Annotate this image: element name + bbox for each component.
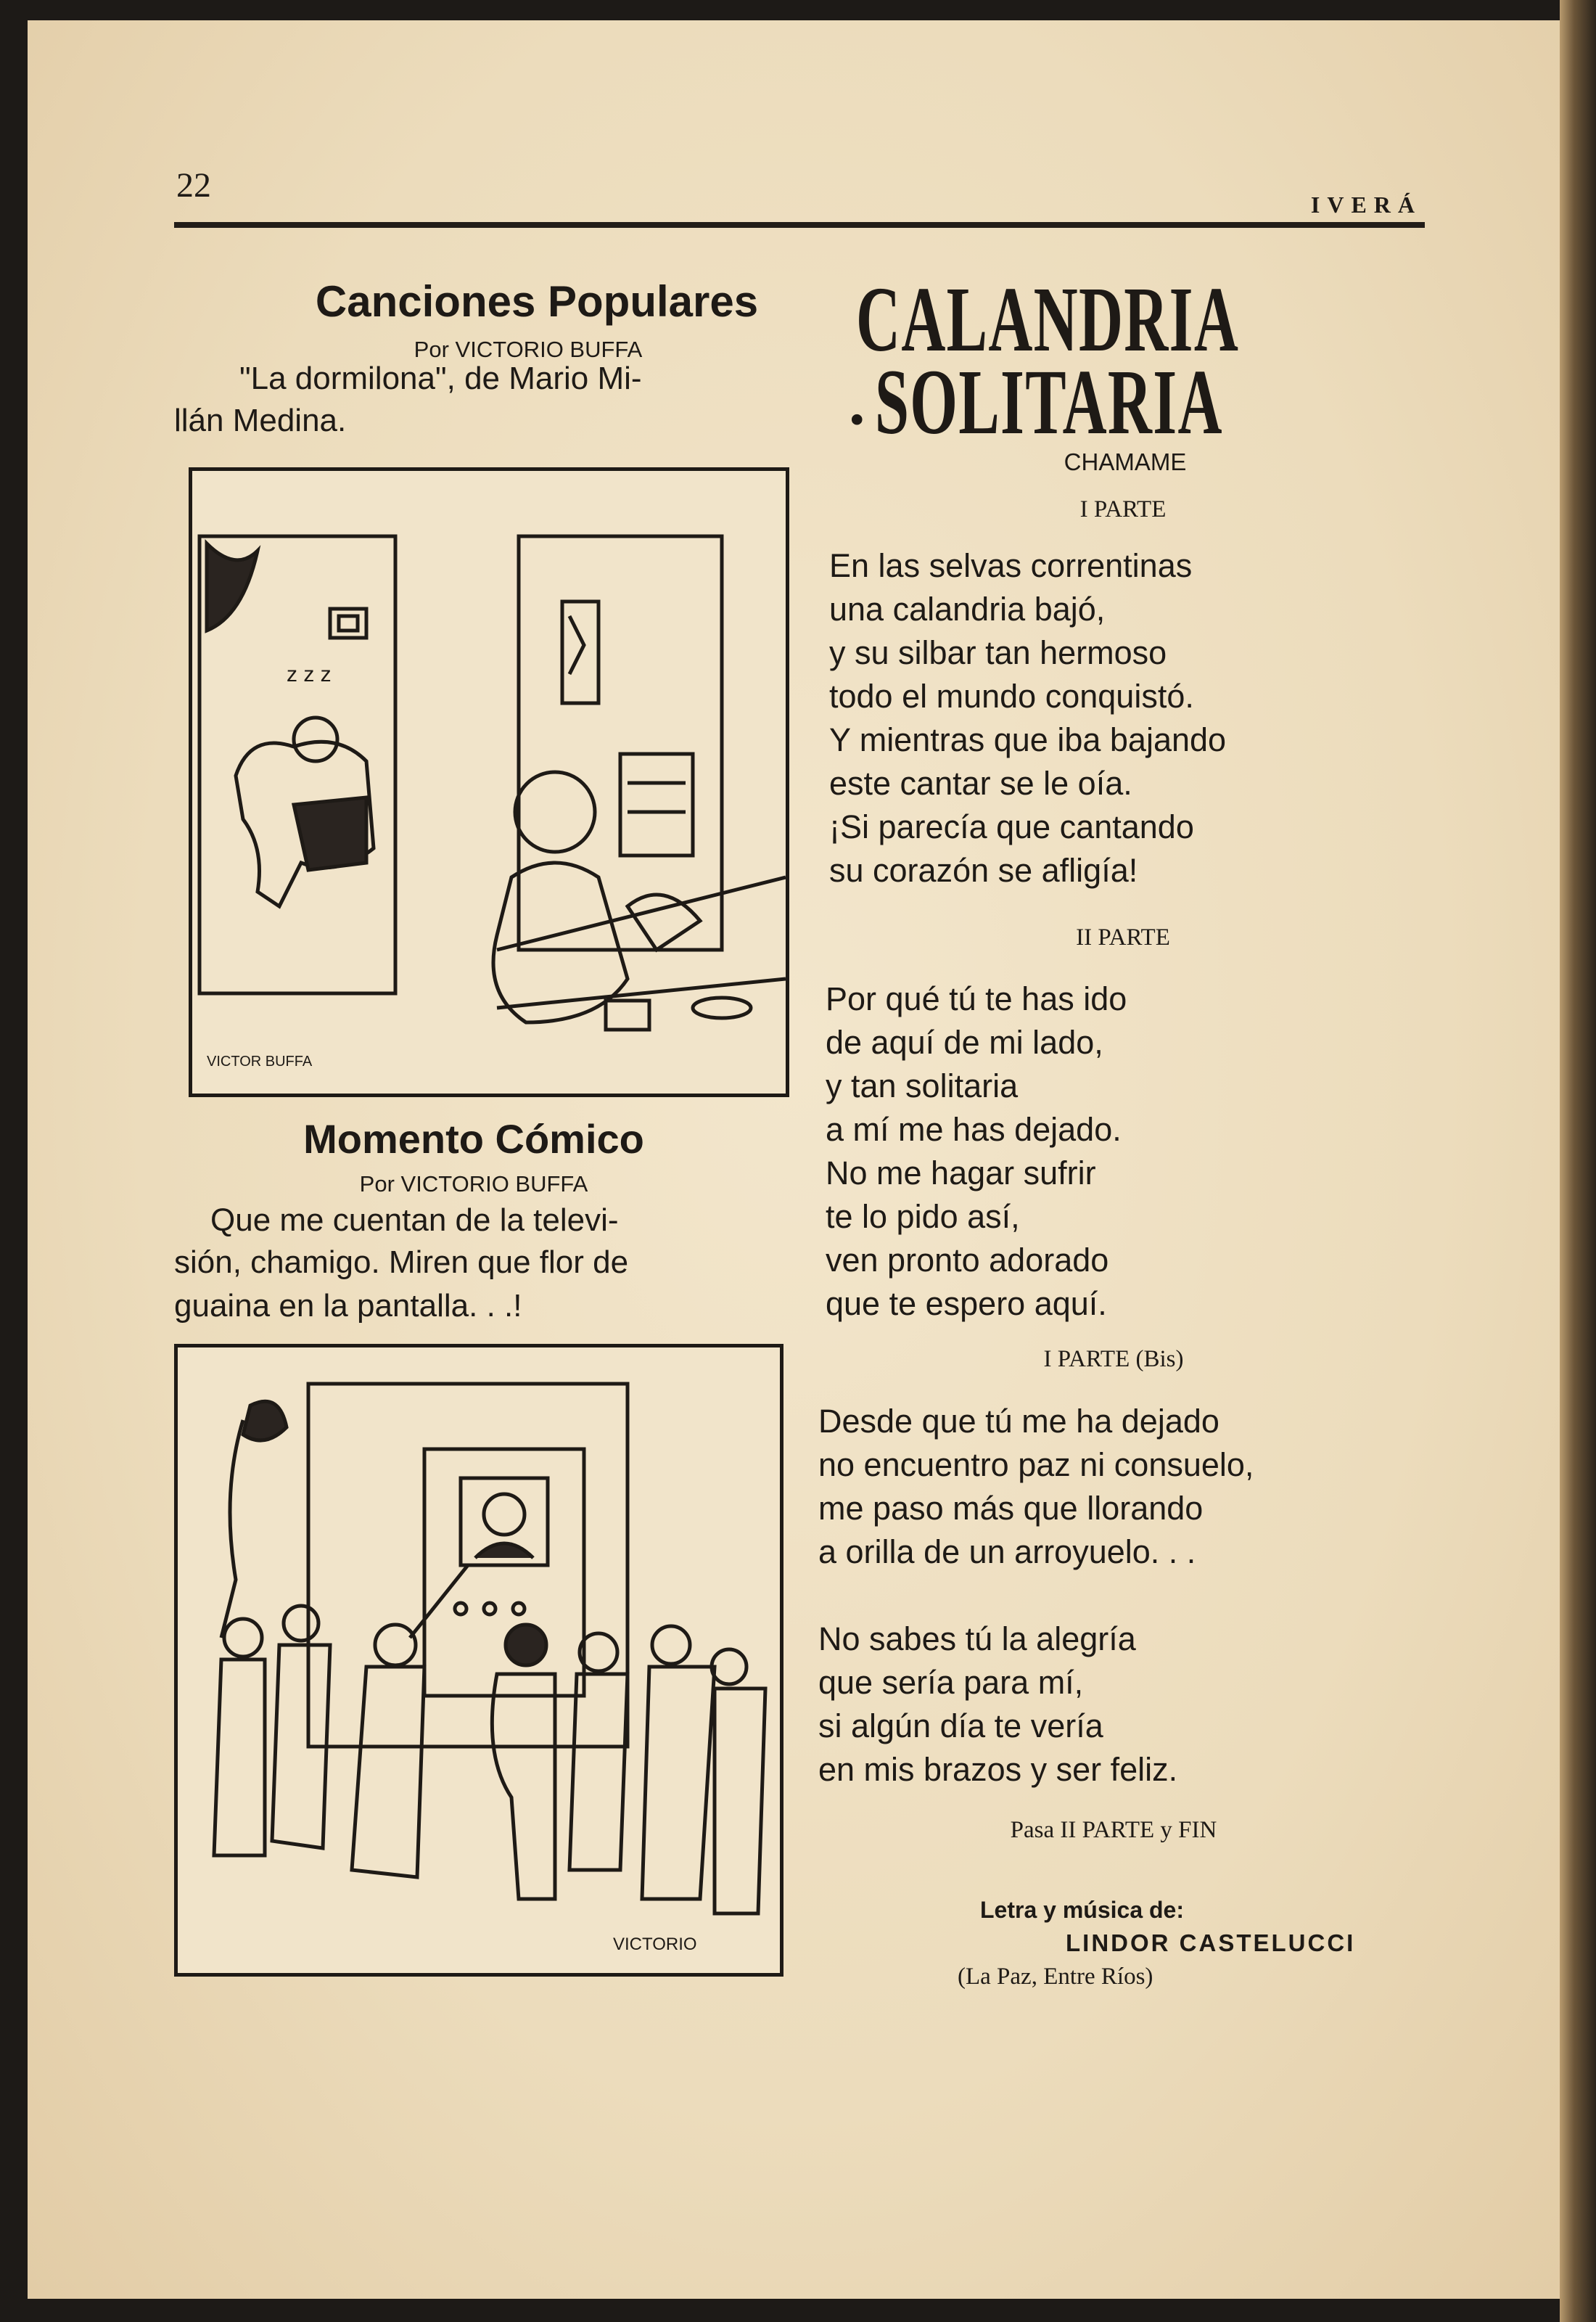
author-location: (La Paz, Entre Ríos) [958,1964,1153,1990]
cartoon-signature: VICTORIO [613,1935,697,1954]
credit-label: Letra y música de: [980,1897,1184,1923]
caption-line: guaina en la pantalla. . .! [174,1288,522,1324]
header-rule [174,222,1425,228]
song-genre: CHAMAME [1064,448,1187,475]
verse-line: una calandria bajó, [829,591,1106,628]
song-title-line2: SOLITARIA [875,350,1223,454]
verse-line: ven pronto adorado [826,1242,1109,1279]
cartoon-signature: VICTOR BUFFA [207,1054,313,1070]
magazine-name: IVERÁ [1310,192,1422,218]
cartoon-television [174,1344,783,1977]
song-author: LINDOR CASTELUCCI [1066,1929,1356,1956]
svg-text:z z z: z z z [287,662,332,686]
caption-line: Que me cuentan de la televi- [210,1202,619,1238]
verse-line: que sería para mí, [818,1664,1084,1701]
verse-line: No sabes tú la alegría [818,1620,1136,1657]
continued-note: Pasa II PARTE y FIN [1010,1817,1217,1843]
part-heading: II PARTE [1076,924,1170,951]
song-title-line1: CALANDRIA [856,268,1240,371]
section-title-momento-comico: Momento Cómico [303,1116,644,1162]
section-byline: Por VICTORIO BUFFA [414,337,643,362]
caption-line: sión, chamigo. Miren que flor de [174,1244,629,1280]
verse-line: en mis brazos y ser feliz. [818,1751,1178,1788]
cartoon-la-dormilona [189,467,789,1097]
page-number: 22 [176,166,211,205]
caption-line: llán Medina. [174,403,347,438]
verse-line: Y mientras que iba bajando [829,721,1227,758]
part-heading: I PARTE (Bis) [1043,1346,1184,1372]
page-gutter [1560,0,1596,2322]
verse-line: ¡Si parecía que cantando [829,808,1194,845]
verse-line: este cantar se le oía. [829,765,1132,802]
verse-line: te lo pido así, [826,1198,1020,1235]
verse-line: su corazón se afligía! [829,852,1138,889]
verse-line: En las selvas correntinas [829,547,1193,584]
title-dot: . [849,366,865,438]
verse-line: me paso más que llorando [818,1490,1204,1527]
section-byline: Por VICTORIO BUFFA [359,1171,588,1197]
part-heading: I PARTE [1079,496,1167,522]
verse-line: y su silbar tan hermoso [829,634,1167,671]
verse-line: Por qué tú te has ido [826,980,1127,1017]
verse-line: que te espero aquí. [826,1285,1107,1322]
verse-line: No me hagar sufrir [826,1154,1096,1191]
verse-part3b [818,1617,1177,1792]
verse-line: y tan solitaria [826,1067,1019,1104]
verse-line: a mí me has dejado. [826,1111,1122,1148]
verse-line: todo el mundo conquistó. [829,678,1194,715]
verse-part3a [818,1400,1254,1574]
verse-line: de aquí de mi lado, [826,1024,1103,1061]
section-title-canciones: Canciones Populares [315,277,759,326]
verse-part1 [829,544,1226,893]
verse-line: Desde que tú me ha dejado [818,1403,1219,1440]
verse-line: a orilla de un arroyuelo. . . [818,1533,1196,1570]
caption-line: "La dormilona", de Mario Mi- [239,361,642,396]
verse-part2 [826,977,1127,1326]
verse-line: no encuentro paz ni consuelo, [818,1446,1254,1483]
verse-line: si algún día te vería [818,1707,1103,1744]
